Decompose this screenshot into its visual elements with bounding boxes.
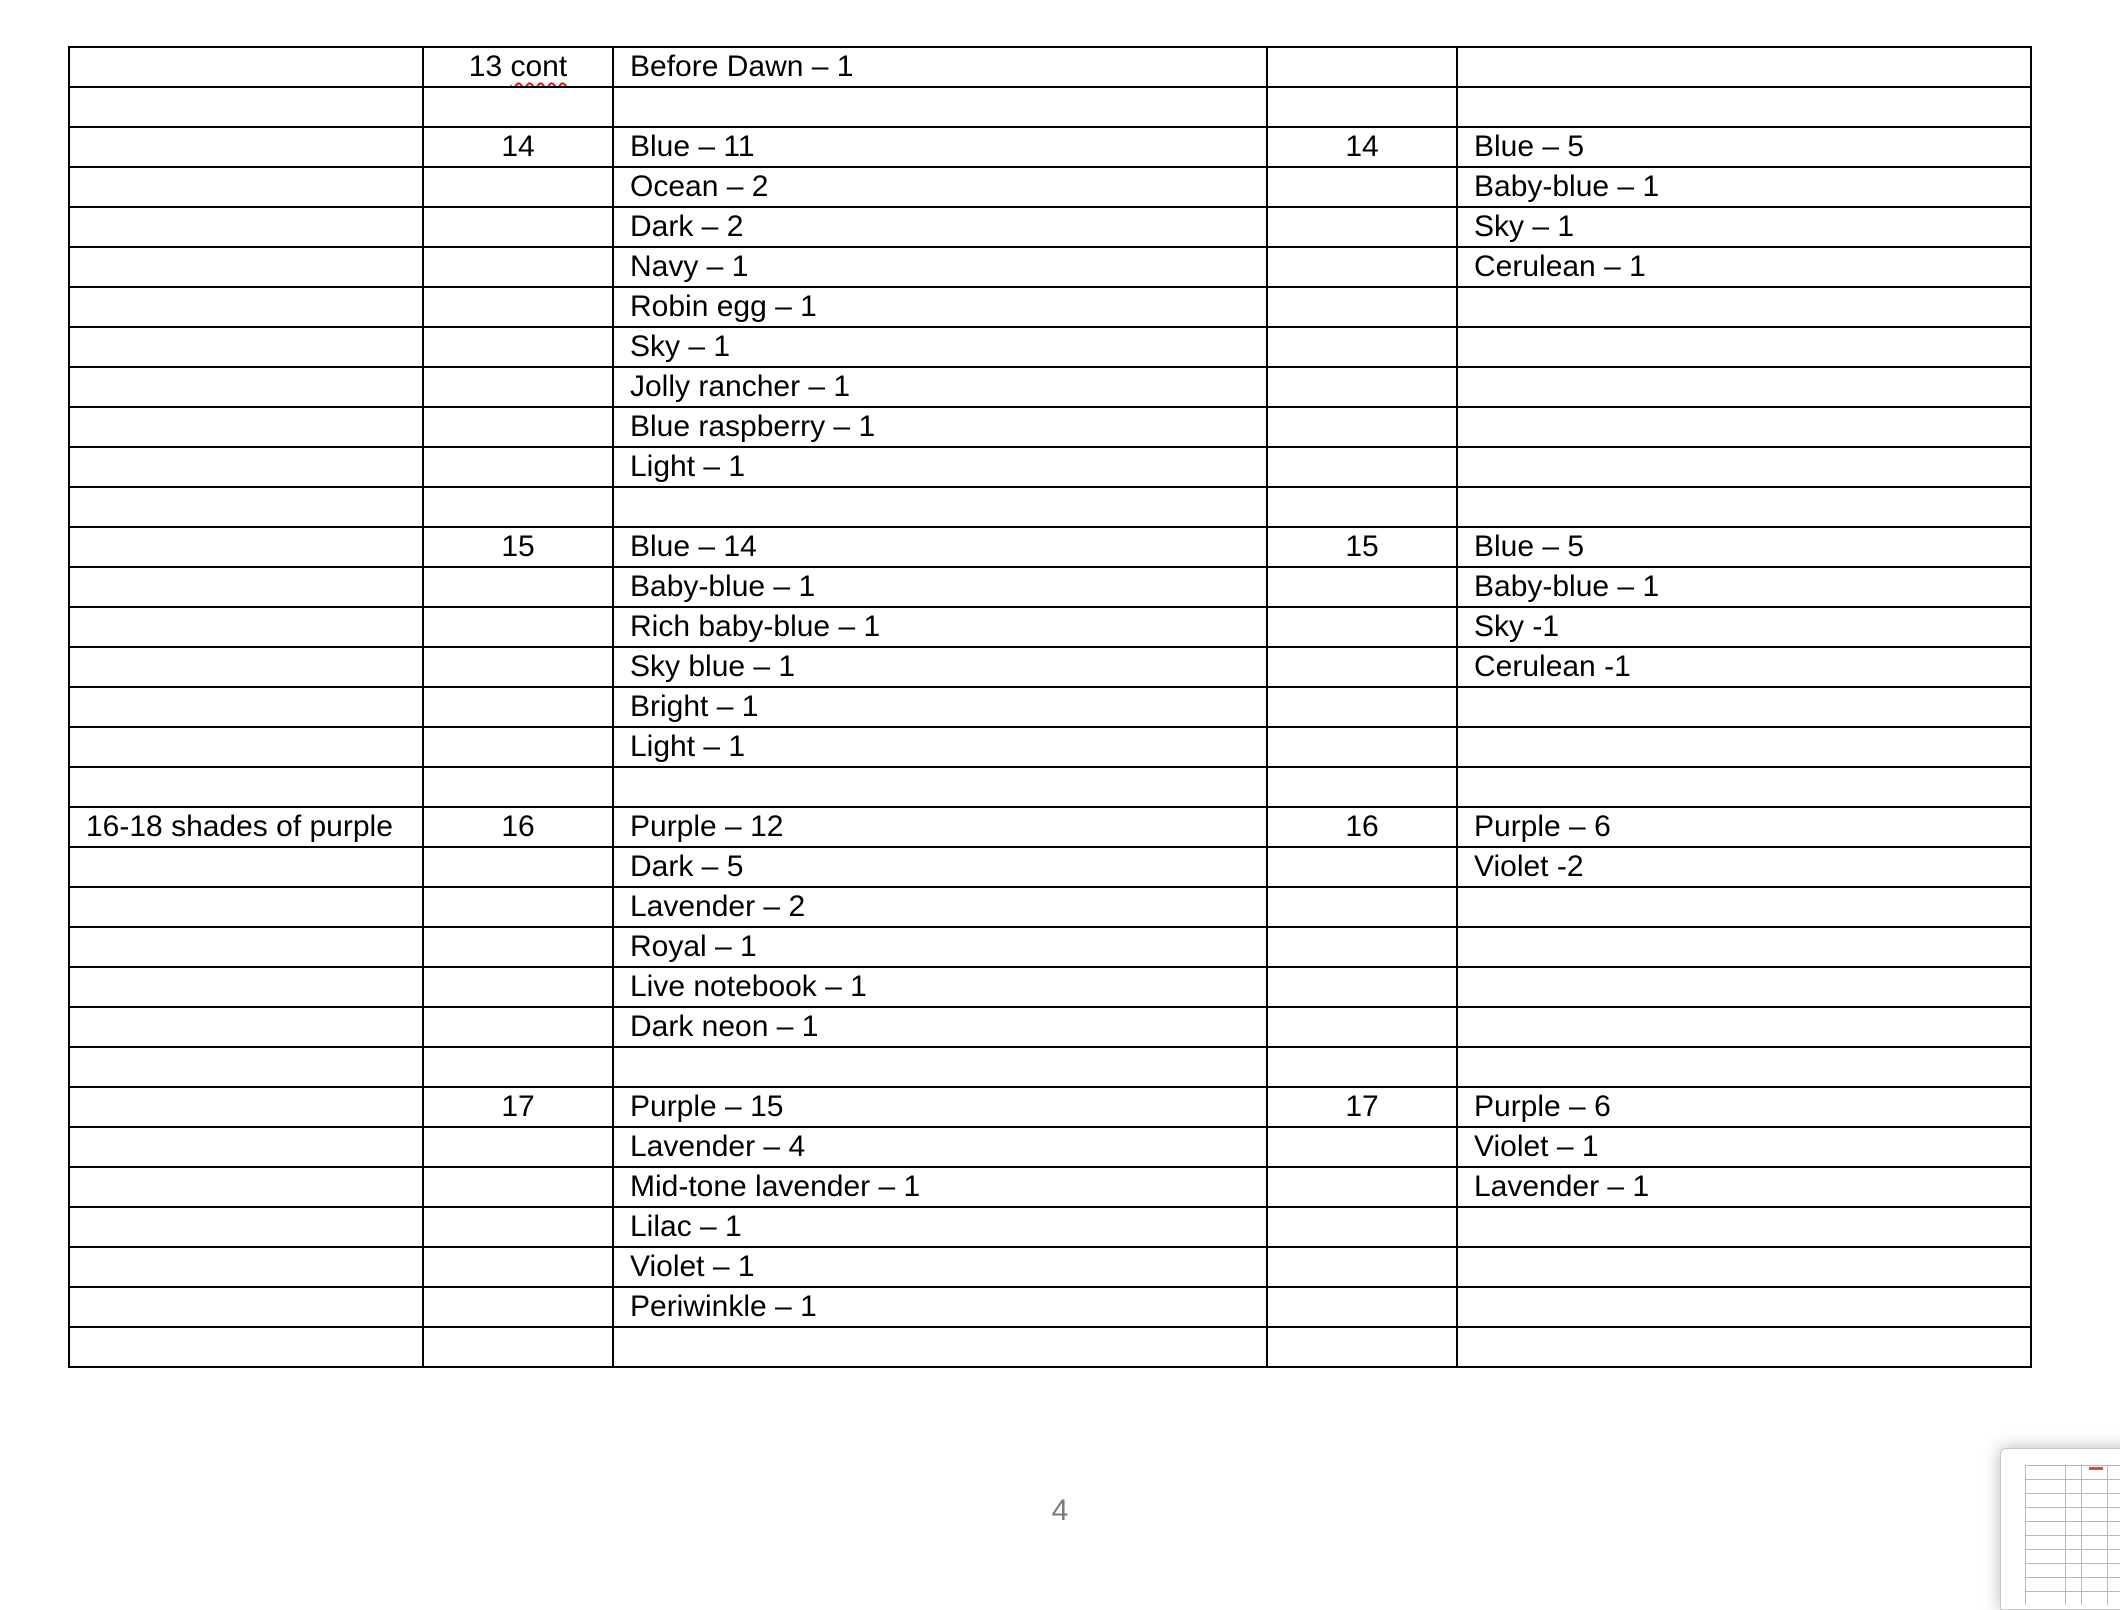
group-b-shades-cell — [1457, 47, 2031, 87]
category-cell — [69, 327, 423, 367]
table-row — [69, 1047, 2031, 1087]
table-row — [69, 247, 2031, 287]
table-row — [69, 927, 2031, 967]
group-b-shades-cell — [1457, 807, 2031, 847]
category-cell — [69, 1327, 423, 1367]
day-cell — [1267, 1327, 1457, 1367]
cell-text: Sky blue – 1 — [630, 650, 796, 683]
group-b-shades-cell — [1457, 447, 2031, 487]
day-cell — [423, 1287, 613, 1327]
day-cell — [1267, 327, 1457, 367]
table-row — [69, 367, 2031, 407]
category-cell — [69, 1047, 423, 1087]
group-b-shades-cell — [1457, 1087, 2031, 1127]
group-a-shades-cell — [613, 247, 1267, 287]
day-cell — [423, 287, 613, 327]
table-row — [69, 287, 2031, 327]
cell-text: Purple – 12 — [630, 810, 784, 843]
group-b-shades-cell — [1457, 647, 2031, 687]
category-cell — [69, 407, 423, 447]
category-cell — [69, 1087, 423, 1127]
table-row — [69, 767, 2031, 807]
cell-text: Purple – 15 — [630, 1090, 784, 1123]
cell-text: 17 — [501, 1090, 535, 1123]
cell-text: Light – 1 — [630, 450, 746, 483]
category-cell — [69, 247, 423, 287]
group-b-shades-cell — [1457, 967, 2031, 1007]
thumbnail-column-line — [2025, 1465, 2026, 1605]
group-a-shades-cell — [613, 1007, 1267, 1047]
table-row — [69, 647, 2031, 687]
table-row — [69, 1327, 2031, 1367]
cell-text: Jolly rancher – 1 — [630, 370, 851, 403]
day-cell — [423, 567, 613, 607]
group-b-shades-cell — [1457, 687, 2031, 727]
cell-text: Dark – 2 — [630, 210, 744, 243]
day-cell — [1267, 687, 1457, 727]
thumbnail-line — [2025, 1521, 2120, 1522]
cell-text: Baby-blue – 1 — [630, 570, 816, 603]
category-cell — [69, 927, 423, 967]
category-cell — [69, 807, 423, 847]
table-row — [69, 607, 2031, 647]
cell-text: Purple – 6 — [1474, 1090, 1611, 1123]
group-b-shades-cell — [1457, 287, 2031, 327]
cell-text: Royal – 1 — [630, 930, 757, 963]
day-cell — [423, 847, 613, 887]
thumbnail-column-line — [2107, 1465, 2108, 1605]
cell-text: Navy – 1 — [630, 250, 749, 283]
category-cell — [69, 87, 423, 127]
group-a-shades-cell — [613, 807, 1267, 847]
group-a-shades-cell — [613, 1087, 1267, 1127]
day-cell — [1267, 527, 1457, 567]
cell-text: Rich baby-blue – 1 — [630, 610, 881, 643]
day-cell — [1267, 207, 1457, 247]
category-cell — [69, 567, 423, 607]
group-b-shades-cell — [1457, 1247, 2031, 1287]
day-cell — [423, 767, 613, 807]
group-a-shades-cell — [613, 727, 1267, 767]
group-b-shades-cell — [1457, 87, 2031, 127]
group-a-shades-cell — [613, 1327, 1267, 1367]
day-cell — [423, 367, 613, 407]
cell-text: 15 — [1345, 530, 1379, 563]
table-row — [69, 207, 2031, 247]
group-b-shades-cell — [1457, 247, 2031, 287]
thumbnail-column-line — [2065, 1465, 2066, 1605]
category-cell — [69, 847, 423, 887]
thumbnail-column-line — [2081, 1465, 2082, 1605]
table-row — [69, 1167, 2031, 1207]
cell-text: Blue – 5 — [1474, 530, 1585, 563]
table-body — [69, 47, 2031, 1367]
day-cell — [423, 927, 613, 967]
day-cell — [1267, 167, 1457, 207]
category-cell — [69, 687, 423, 727]
cell-text: Mid-tone lavender – 1 — [630, 1170, 921, 1203]
group-a-shades-cell — [613, 487, 1267, 527]
category-cell — [69, 1127, 423, 1167]
day-cell — [423, 447, 613, 487]
thumbnail-line — [2025, 1535, 2120, 1536]
cell-text: Violet – 1 — [630, 1250, 755, 1283]
day-cell — [1267, 967, 1457, 1007]
table-row — [69, 527, 2031, 567]
table-row — [69, 127, 2031, 167]
category-cell — [69, 47, 423, 87]
page-thumbnail-preview[interactable] — [2000, 1448, 2120, 1610]
group-b-shades-cell — [1457, 607, 2031, 647]
day-cell — [1267, 1287, 1457, 1327]
day-cell — [423, 1167, 613, 1207]
category-cell — [69, 647, 423, 687]
cell-text: 16 — [1345, 810, 1379, 843]
cell-text: Blue – 11 — [630, 130, 755, 163]
day-cell — [423, 1207, 613, 1247]
day-cell — [423, 967, 613, 1007]
day-cell — [423, 1247, 613, 1287]
spellcheck-underline[interactable]: cont — [510, 50, 568, 83]
category-cell — [69, 887, 423, 927]
cell-text: Lavender – 4 — [630, 1130, 806, 1163]
day-cell — [423, 487, 613, 527]
group-b-shades-cell — [1457, 927, 2031, 967]
day-cell — [423, 87, 613, 127]
cell-text: 14 — [501, 130, 535, 163]
table-row — [69, 1287, 2031, 1327]
day-cell — [1267, 367, 1457, 407]
group-a-shades-cell — [613, 967, 1267, 1007]
group-b-shades-cell — [1457, 727, 2031, 767]
table-row — [69, 687, 2031, 727]
category-cell — [69, 367, 423, 407]
group-b-shades-cell — [1457, 567, 2031, 607]
group-a-shades-cell — [613, 927, 1267, 967]
table-row — [69, 1127, 2031, 1167]
cell-text: Lilac – 1 — [630, 1210, 742, 1243]
day-cell — [1267, 247, 1457, 287]
table-row — [69, 1247, 2031, 1287]
day-cell — [1267, 647, 1457, 687]
day-cell — [1267, 407, 1457, 447]
day-cell — [423, 607, 613, 647]
category-cell — [69, 447, 423, 487]
table-row — [69, 1087, 2031, 1127]
day-cell — [1267, 607, 1457, 647]
day-cell — [1267, 1007, 1457, 1047]
cell-text: Purple – 6 — [1474, 810, 1611, 843]
group-b-shades-cell — [1457, 847, 2031, 887]
category-cell — [69, 1167, 423, 1207]
category-cell — [69, 1007, 423, 1047]
category-cell — [69, 727, 423, 767]
thumbnail-line — [2025, 1479, 2120, 1480]
cell-text: 14 — [1345, 130, 1379, 163]
day-cell — [1267, 1207, 1457, 1247]
cell-text: Bright – 1 — [630, 690, 759, 723]
day-cell — [1267, 927, 1457, 967]
group-a-shades-cell — [613, 1207, 1267, 1247]
group-a-shades-cell — [613, 367, 1267, 407]
group-b-shades-cell — [1457, 1127, 2031, 1167]
thumbnail-line — [2025, 1493, 2120, 1494]
category-cell — [69, 287, 423, 327]
cell-text: 16-18 shades of purple — [86, 810, 393, 843]
group-a-shades-cell — [613, 407, 1267, 447]
thumbnail-line — [2025, 1507, 2120, 1508]
cell-text: Cerulean -1 — [1474, 650, 1631, 683]
group-b-shades-cell — [1457, 1287, 2031, 1327]
cell-text: Baby-blue – 1 — [1474, 170, 1660, 203]
group-b-shades-cell — [1457, 407, 2031, 447]
thumbnail-line — [2025, 1577, 2120, 1578]
category-cell — [69, 767, 423, 807]
day-cell — [423, 1087, 613, 1127]
category-cell — [69, 607, 423, 647]
thumbnail-line — [2025, 1591, 2120, 1592]
day-cell — [423, 247, 613, 287]
day-cell — [1267, 127, 1457, 167]
day-cell — [423, 687, 613, 727]
group-a-shades-cell — [613, 167, 1267, 207]
group-a-shades-cell — [613, 767, 1267, 807]
day-cell — [1267, 487, 1457, 527]
day-cell — [423, 167, 613, 207]
table-row — [69, 1207, 2031, 1247]
day-cell — [423, 647, 613, 687]
table-row — [69, 47, 2031, 87]
day-cell — [1267, 567, 1457, 607]
group-a-shades-cell — [613, 1247, 1267, 1287]
cell-text: Baby-blue – 1 — [1474, 570, 1660, 603]
group-b-shades-cell — [1457, 887, 2031, 927]
cell-text: Robin egg – 1 — [630, 290, 817, 323]
table-row — [69, 567, 2031, 607]
thumbnail-accent — [2089, 1467, 2103, 1470]
cell-text: Violet – 1 — [1474, 1130, 1599, 1163]
cell-text: Blue – 5 — [1474, 130, 1585, 163]
group-b-shades-cell — [1457, 1167, 2031, 1207]
cell-text: Ocean – 2 — [630, 170, 769, 203]
group-b-shades-cell — [1457, 767, 2031, 807]
day-cell — [1267, 767, 1457, 807]
day-cell — [423, 727, 613, 767]
category-cell — [69, 967, 423, 1007]
day-cell — [1267, 287, 1457, 327]
cell-text: Cerulean – 1 — [1474, 250, 1646, 283]
cell-text: 16 — [501, 810, 535, 843]
day-cell — [423, 1047, 613, 1087]
category-cell — [69, 1247, 423, 1287]
day-cell — [1267, 1167, 1457, 1207]
group-b-shades-cell — [1457, 367, 2031, 407]
day-cell — [1267, 847, 1457, 887]
cell-text: Before Dawn – 1 — [630, 50, 854, 83]
table-row — [69, 167, 2031, 207]
day-cell — [1267, 1127, 1457, 1167]
table-row — [69, 327, 2031, 367]
table-row — [69, 727, 2031, 767]
table-row — [69, 447, 2031, 487]
color-shades-table — [68, 46, 2032, 1368]
cell-text: Periwinkle – 1 — [630, 1290, 817, 1323]
group-b-shades-cell — [1457, 1047, 2031, 1087]
group-b-shades-cell — [1457, 127, 2031, 167]
category-cell — [69, 1207, 423, 1247]
cell-text: Dark – 5 — [630, 850, 744, 883]
group-b-shades-cell — [1457, 167, 2031, 207]
day-cell — [1267, 807, 1457, 847]
cell-text: Lavender – 2 — [630, 890, 806, 923]
day-cell — [423, 207, 613, 247]
category-cell — [69, 487, 423, 527]
group-a-shades-cell — [613, 47, 1267, 87]
cell-text: Live notebook – 1 — [630, 970, 867, 1003]
cell-text: Blue – 14 — [630, 530, 757, 563]
day-cell — [1267, 1247, 1457, 1287]
category-cell — [69, 167, 423, 207]
category-cell — [69, 1287, 423, 1327]
cell-text: Dark neon – 1 — [630, 1010, 819, 1043]
day-cell — [423, 47, 613, 87]
group-a-shades-cell — [613, 1047, 1267, 1087]
table-row — [69, 847, 2031, 887]
group-b-shades-cell — [1457, 327, 2031, 367]
cell-text: Sky – 1 — [1474, 210, 1575, 243]
cell-text: Light – 1 — [630, 730, 746, 763]
day-cell — [1267, 47, 1457, 87]
cell-text: Sky -1 — [1474, 610, 1560, 643]
day-cell — [423, 527, 613, 567]
day-cell — [423, 327, 613, 367]
cell-text: Blue raspberry – 1 — [630, 410, 876, 443]
group-a-shades-cell — [613, 1287, 1267, 1327]
group-a-shades-cell — [613, 607, 1267, 647]
group-a-shades-cell — [613, 87, 1267, 127]
table-row — [69, 487, 2031, 527]
category-cell — [69, 127, 423, 167]
cell-text: 15 — [501, 530, 535, 563]
day-cell — [423, 807, 613, 847]
thumbnail-line — [2025, 1549, 2120, 1550]
cell-text: Sky – 1 — [630, 330, 731, 363]
group-b-shades-cell — [1457, 1007, 2031, 1047]
table-row — [69, 407, 2031, 447]
day-cell — [1267, 887, 1457, 927]
table-row — [69, 967, 2031, 1007]
day-cell — [1267, 87, 1457, 127]
group-a-shades-cell — [613, 1167, 1267, 1207]
group-a-shades-cell — [613, 887, 1267, 927]
thumbnail-line — [2025, 1563, 2120, 1564]
cell-text: Violet -2 — [1474, 850, 1584, 883]
day-cell — [1267, 727, 1457, 767]
table-row — [69, 87, 2031, 127]
group-b-shades-cell — [1457, 1327, 2031, 1367]
group-a-shades-cell — [613, 687, 1267, 727]
cell-text: 17 — [1345, 1090, 1379, 1123]
group-a-shades-cell — [613, 287, 1267, 327]
thumbnail-line — [2025, 1465, 2120, 1466]
cell-text: Lavender – 1 — [1474, 1170, 1650, 1203]
day-cell — [1267, 447, 1457, 487]
table-row — [69, 1007, 2031, 1047]
group-a-shades-cell — [613, 327, 1267, 367]
table-row — [69, 807, 2031, 847]
group-b-shades-cell — [1457, 1207, 2031, 1247]
group-b-shades-cell — [1457, 527, 2031, 567]
day-cell — [423, 887, 613, 927]
group-b-shades-cell — [1457, 487, 2031, 527]
day-cell — [423, 1327, 613, 1367]
page-number: 4 — [1051, 1494, 1069, 1527]
day-cell — [1267, 1047, 1457, 1087]
group-a-shades-cell — [613, 647, 1267, 687]
table-row — [69, 887, 2031, 927]
group-a-shades-cell — [613, 207, 1267, 247]
group-a-shades-cell — [613, 527, 1267, 567]
category-cell — [69, 527, 423, 567]
group-a-shades-cell — [613, 847, 1267, 887]
cell-text: 13 cont — [468, 50, 568, 83]
group-a-shades-cell — [613, 127, 1267, 167]
group-a-shades-cell — [613, 1127, 1267, 1167]
day-cell — [423, 1007, 613, 1047]
day-cell — [1267, 1087, 1457, 1127]
group-b-shades-cell — [1457, 207, 2031, 247]
group-a-shades-cell — [613, 447, 1267, 487]
day-cell — [423, 1127, 613, 1167]
category-cell — [69, 207, 423, 247]
day-cell — [423, 127, 613, 167]
day-cell — [423, 407, 613, 447]
group-a-shades-cell — [613, 567, 1267, 607]
